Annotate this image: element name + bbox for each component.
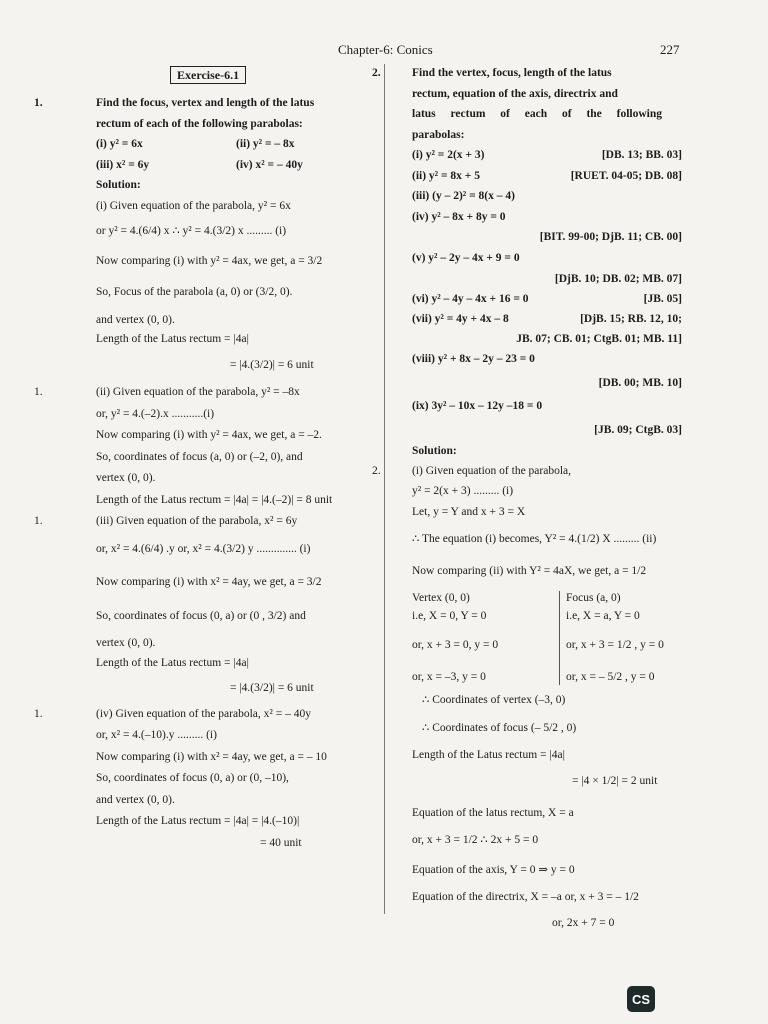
camscanner-logo <box>627 986 655 1012</box>
problem-ref: [DjB. 10; DB. 02; MB. 07] <box>554 273 682 286</box>
solution-line: Now comparing (i) with x² = 4ay, we get, a = 3/2 <box>96 576 322 589</box>
solution-line: Length of the Latus rectum = |4a| <box>96 656 249 669</box>
option-iv: (iv) x² = – 40y <box>236 158 303 171</box>
question-text: latus rectum of each of the following <box>412 108 663 121</box>
solution-line: and vertex (0, 0). <box>96 313 175 326</box>
chapter-title: Chapter-6: Conics <box>338 42 433 57</box>
question-number: 1. <box>34 515 43 528</box>
option-ii: (ii) y² = – 8x <box>236 138 295 151</box>
left-column <box>34 66 372 852</box>
question-text: Find the vertex, focus, length of the latus <box>412 67 612 79</box>
solution-line: ∴ Coordinates of focus (– 5/2 , 0) <box>422 721 577 734</box>
solution-line: (ii) Given equation of the parabola, y² = –8x <box>96 386 300 399</box>
question-text: Find the focus, vertex and length of the latus <box>96 97 315 109</box>
option-iii: (iii) x² = 6y <box>96 158 150 171</box>
question-text: rectum, equation of the axis, directrix and <box>412 87 618 100</box>
focus-line: Focus (a, 0) <box>566 592 621 605</box>
solution-line: Let, y = Y and x + 3 = X <box>412 505 526 518</box>
problem-ref: [DB. 00; MB. 10] <box>598 376 682 389</box>
solution-heading: Solution: <box>96 179 141 192</box>
solution-line: Now comparing (i) with x² = 4ay, we get, a = – 10 <box>96 750 327 763</box>
solution-line: = |4.(3/2)| = 6 unit <box>230 358 314 371</box>
vertex-line: or, x = –3, y = 0 <box>412 670 486 683</box>
problem-ref: [DB. 13; BB. 03] <box>601 149 682 162</box>
solution-line: (i) Given equation of the parabola, <box>412 464 572 477</box>
solution-heading: Solution: <box>412 445 457 458</box>
problem-ix: (ix) 3y² – 10x – 12y –18 = 0 <box>412 400 543 413</box>
focus-line: i.e, X = a, Y = 0 <box>566 609 640 622</box>
solution-line: (i) Given equation of the parabola, y² = 6x <box>96 199 291 212</box>
solution-line: or, x + 3 = 1/2 ∴ 2x + 5 = 0 <box>412 834 539 847</box>
solution-line: So, coordinates of focus (0, a) or (0 , 3/2) and <box>96 609 306 622</box>
problem-v: (v) y² – 2y – 4x + 9 = 0 <box>412 251 520 264</box>
question-number: 1. <box>34 386 43 399</box>
question-text: parabolas: <box>412 128 465 141</box>
logo-text: CS <box>631 991 651 1007</box>
solution-line: Equation of the axis, Y = 0 ⇒ y = 0 <box>412 863 575 876</box>
problem-ref: [JB. 05] <box>643 292 682 305</box>
problem-iv: (iv) y² – 8x + 8y = 0 <box>412 210 506 223</box>
solution-line: (iii) Given equation of the parabola, x² = 6y <box>96 515 298 528</box>
focus-line: or, x = – 5/2 , y = 0 <box>566 670 655 683</box>
solution-line: vertex (0, 0). <box>96 637 156 650</box>
focus-column <box>560 591 664 685</box>
solution-line: Length of the Latus rectum = |4a| = |4.(–2)| = 8 unit <box>96 493 333 506</box>
problem-ref: [BIT. 99-00; DjB. 11; CB. 00] <box>539 231 682 244</box>
solution-line: or, y² = 4.(–2).x ...........(i) <box>96 407 215 420</box>
problem-vi: (vi) y² – 4y – 4x + 16 = 0 <box>412 292 529 305</box>
solution-line: vertex (0, 0). <box>96 472 156 485</box>
solution-line: or, 2x + 7 = 0 <box>552 916 615 929</box>
focus-line: or, x + 3 = 1/2 , y = 0 <box>566 639 664 652</box>
page-number: 227 <box>660 42 680 57</box>
problem-ref: JB. 07; CB. 01; CtgB. 01; MB. 11] <box>516 332 682 345</box>
problem-viii: (viii) y² + 8x – 2y – 23 = 0 <box>412 353 535 366</box>
vertex-line: Vertex (0, 0) <box>412 592 470 605</box>
problem-ref: [RUET. 04-05; DB. 08] <box>570 169 682 182</box>
page-header <box>0 42 768 62</box>
exercise-title: Exercise-6.1 <box>170 66 246 84</box>
solution-line: and vertex (0, 0). <box>96 793 175 806</box>
solution-line: y² = 2(x + 3) ......... (i) <box>412 485 514 498</box>
solution-line: = |4.(3/2)| = 6 unit <box>230 682 314 695</box>
option-i: (i) y² = 6x <box>96 138 143 151</box>
problem-ref: [JB. 09; CtgB. 03] <box>594 423 682 436</box>
vertex-line: i.e, X = 0, Y = 0 <box>412 609 487 622</box>
question-number: 1. <box>34 707 43 720</box>
question-number: 2. <box>372 464 381 477</box>
solution-line: Length of the Latus rectum = |4a| <box>412 749 565 762</box>
problem-i: (i) y² = 2(x + 3) <box>412 149 485 162</box>
vertex-column <box>412 591 560 685</box>
solution-line: (iv) Given equation of the parabola, x² = – 40y <box>96 707 311 720</box>
solution-line: Length of the Latus rectum = |4a| = |4.(–10)| <box>96 815 300 828</box>
problem-ii: (ii) y² = 8x + 5 <box>412 169 480 182</box>
solution-line: Now comparing (i) with y² = 4ax, we get, a = –2. <box>96 429 322 442</box>
question-text: rectum of each of the following parabolas: <box>96 117 303 130</box>
problem-vii: (vii) y² = 4y + 4x – 8 <box>412 313 509 326</box>
problem-ref: [DjB. 15; RB. 12, 10; <box>580 313 682 326</box>
question-number: 2. <box>372 67 381 79</box>
solution-line: So, coordinates of focus (a, 0) or (–2, 0), and <box>96 450 303 463</box>
problem-iii: (iii) (y – 2)² = 8(x – 4) <box>412 190 515 203</box>
solution-line: Length of the Latus rectum = |4a| <box>96 333 249 346</box>
solution-line: So, coordinates of focus (0, a) or (0, –10), <box>96 772 289 785</box>
vertex-line: or, x + 3 = 0, y = 0 <box>412 639 499 652</box>
solution-line: Equation of the directrix, X = –a or, x + 3 = – 1/2 <box>412 891 639 904</box>
question-number: 1. <box>34 97 43 109</box>
solution-line: So, Focus of the parabola (a, 0) or (3/2, 0). <box>96 286 293 299</box>
solution-line: Now comparing (i) with y² = 4ax, we get, a = 3/2 <box>96 254 323 267</box>
solution-line: = 40 unit <box>260 836 302 849</box>
solution-line: ∴ The equation (i) becomes, Y² = 4.(1/2) X ......... (ii) <box>412 533 657 546</box>
solution-line: ∴ Coordinates of vertex (–3, 0) <box>422 694 566 707</box>
solution-line: Now comparing (ii) with Y² = 4aX, we get, a = 1/2 <box>412 564 647 577</box>
vertex-focus-table <box>372 591 692 685</box>
solution-line: or, x² = 4.(6/4) .y or, x² = 4.(3/2) y .............. (i) <box>96 542 311 555</box>
solution-line: = |4 × 1/2| = 2 unit <box>572 774 658 787</box>
solution-line: or, x² = 4.(–10).y ......... (i) <box>96 729 217 742</box>
solution-line: or y² = 4.(6/4) x ∴ y² = 4.(3/2) x ......... (i) <box>96 225 287 238</box>
right-column <box>372 66 692 931</box>
solution-line: Equation of the latus rectum, X = a <box>412 806 574 819</box>
